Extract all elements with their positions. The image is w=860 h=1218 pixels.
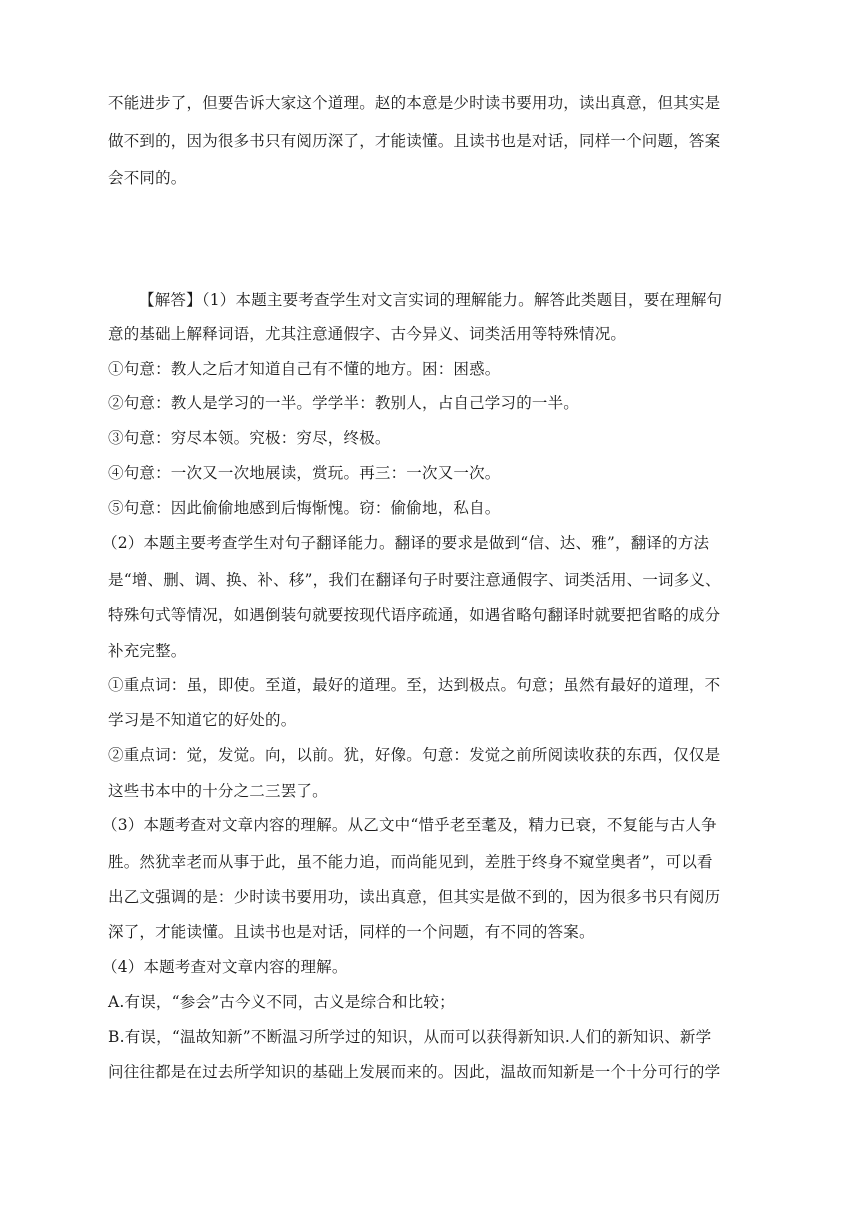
text-line: 补充完整。 <box>108 642 187 660</box>
list-item: B.有误，“温故知新”不断温习所学过的知识，从而可以获得新知识.人们的新知识、新学 <box>108 1028 712 1046</box>
text-line: 会不同的。 <box>108 169 187 187</box>
list-item: ④句意：一次又一次地展读，赏玩。再三：一次又一次。 <box>108 464 501 482</box>
text-line: 特殊句式等情况，如遇倒装句就要按现代语序疏通，如遇省略句翻译时就要把省略的成分 <box>108 606 721 624</box>
text-line: （3）本题考查对文章内容的理解。从乙文中“惜乎老至耄及，精力已衰，不复能与古人争 <box>102 816 717 834</box>
text-line: 不能进步了，但要告诉大家这个道理。赵的本意是少时读书要用功，读出真意，但其实是 <box>108 94 721 112</box>
text-line: 深了，才能读懂。且读书也是对话，同样的一个问题，有不同的答案。 <box>108 923 595 941</box>
text-line: 这些书本中的十分之二三罢了。 <box>108 782 328 800</box>
text-line: 胜。然犹幸老而从事于此，虽不能力追，而尚能见到，差胜于终身不窥堂奥者”，可以看 <box>108 853 713 871</box>
list-item: ①句意：教人之后才知道自己有不懂的地方。困：困惑。 <box>108 360 501 378</box>
text-line: 问往往都是在过去所学知识的基础上发展而来的。因此，温故而知新是一个十分可行的学 <box>108 1063 721 1081</box>
list-item: A.有误，“参会”古今义不同，古义是综合和比较； <box>108 993 455 1011</box>
list-item: ②重点词：觉，发觉。向，以前。犹，好像。句意：发觉之前所阅读收获的东西，仅仅是 <box>108 746 721 764</box>
list-item: ②句意：教人是学习的一半。学学半：教别人，占自己学习的一半。 <box>108 394 580 412</box>
text-line: 出乙文强调的是：少时读书要用功，读出真意，但其实是做不到的，因为很多书只有阅历 <box>108 888 721 906</box>
text-line: （2）本题主要考查学生对句子翻译能力。翻译的要求是做到“信、达、雅”，翻译的方法 <box>102 534 710 552</box>
list-item: ①重点词：虽，即使。至道，最好的道理。至，达到极点。句意；虽然有最好的道理，不 <box>108 676 721 694</box>
text-line: （4）本题考查对文章内容的理解。 <box>102 958 348 976</box>
list-item: ③句意：穷尽本领。究极：穷尽，终极。 <box>108 429 391 447</box>
text-line: 是“增、删、调、换、补、移”，我们在翻译句子时要注意通假字、词类活用、一词多义、 <box>108 571 721 589</box>
text-line: 意的基础上解释词语，尤其注意通假字、古今异义、词类活用等特殊情况。 <box>108 325 627 343</box>
list-item: ⑤句意：因此偷偷地感到后悔惭愧。窃：偷偷地，私自。 <box>108 499 501 517</box>
answer-heading-line: 【解答】（1）本题主要考查学生对文言实词的理解能力。解答此类题目，要在理解句 <box>139 291 723 309</box>
text-line: 做不到的，因为很多书只有阅历深了，才能读懂。且读书也是对话，同样一个问题，答案 <box>108 132 721 150</box>
text-line: 学习是不知道它的好处的。 <box>108 711 297 729</box>
